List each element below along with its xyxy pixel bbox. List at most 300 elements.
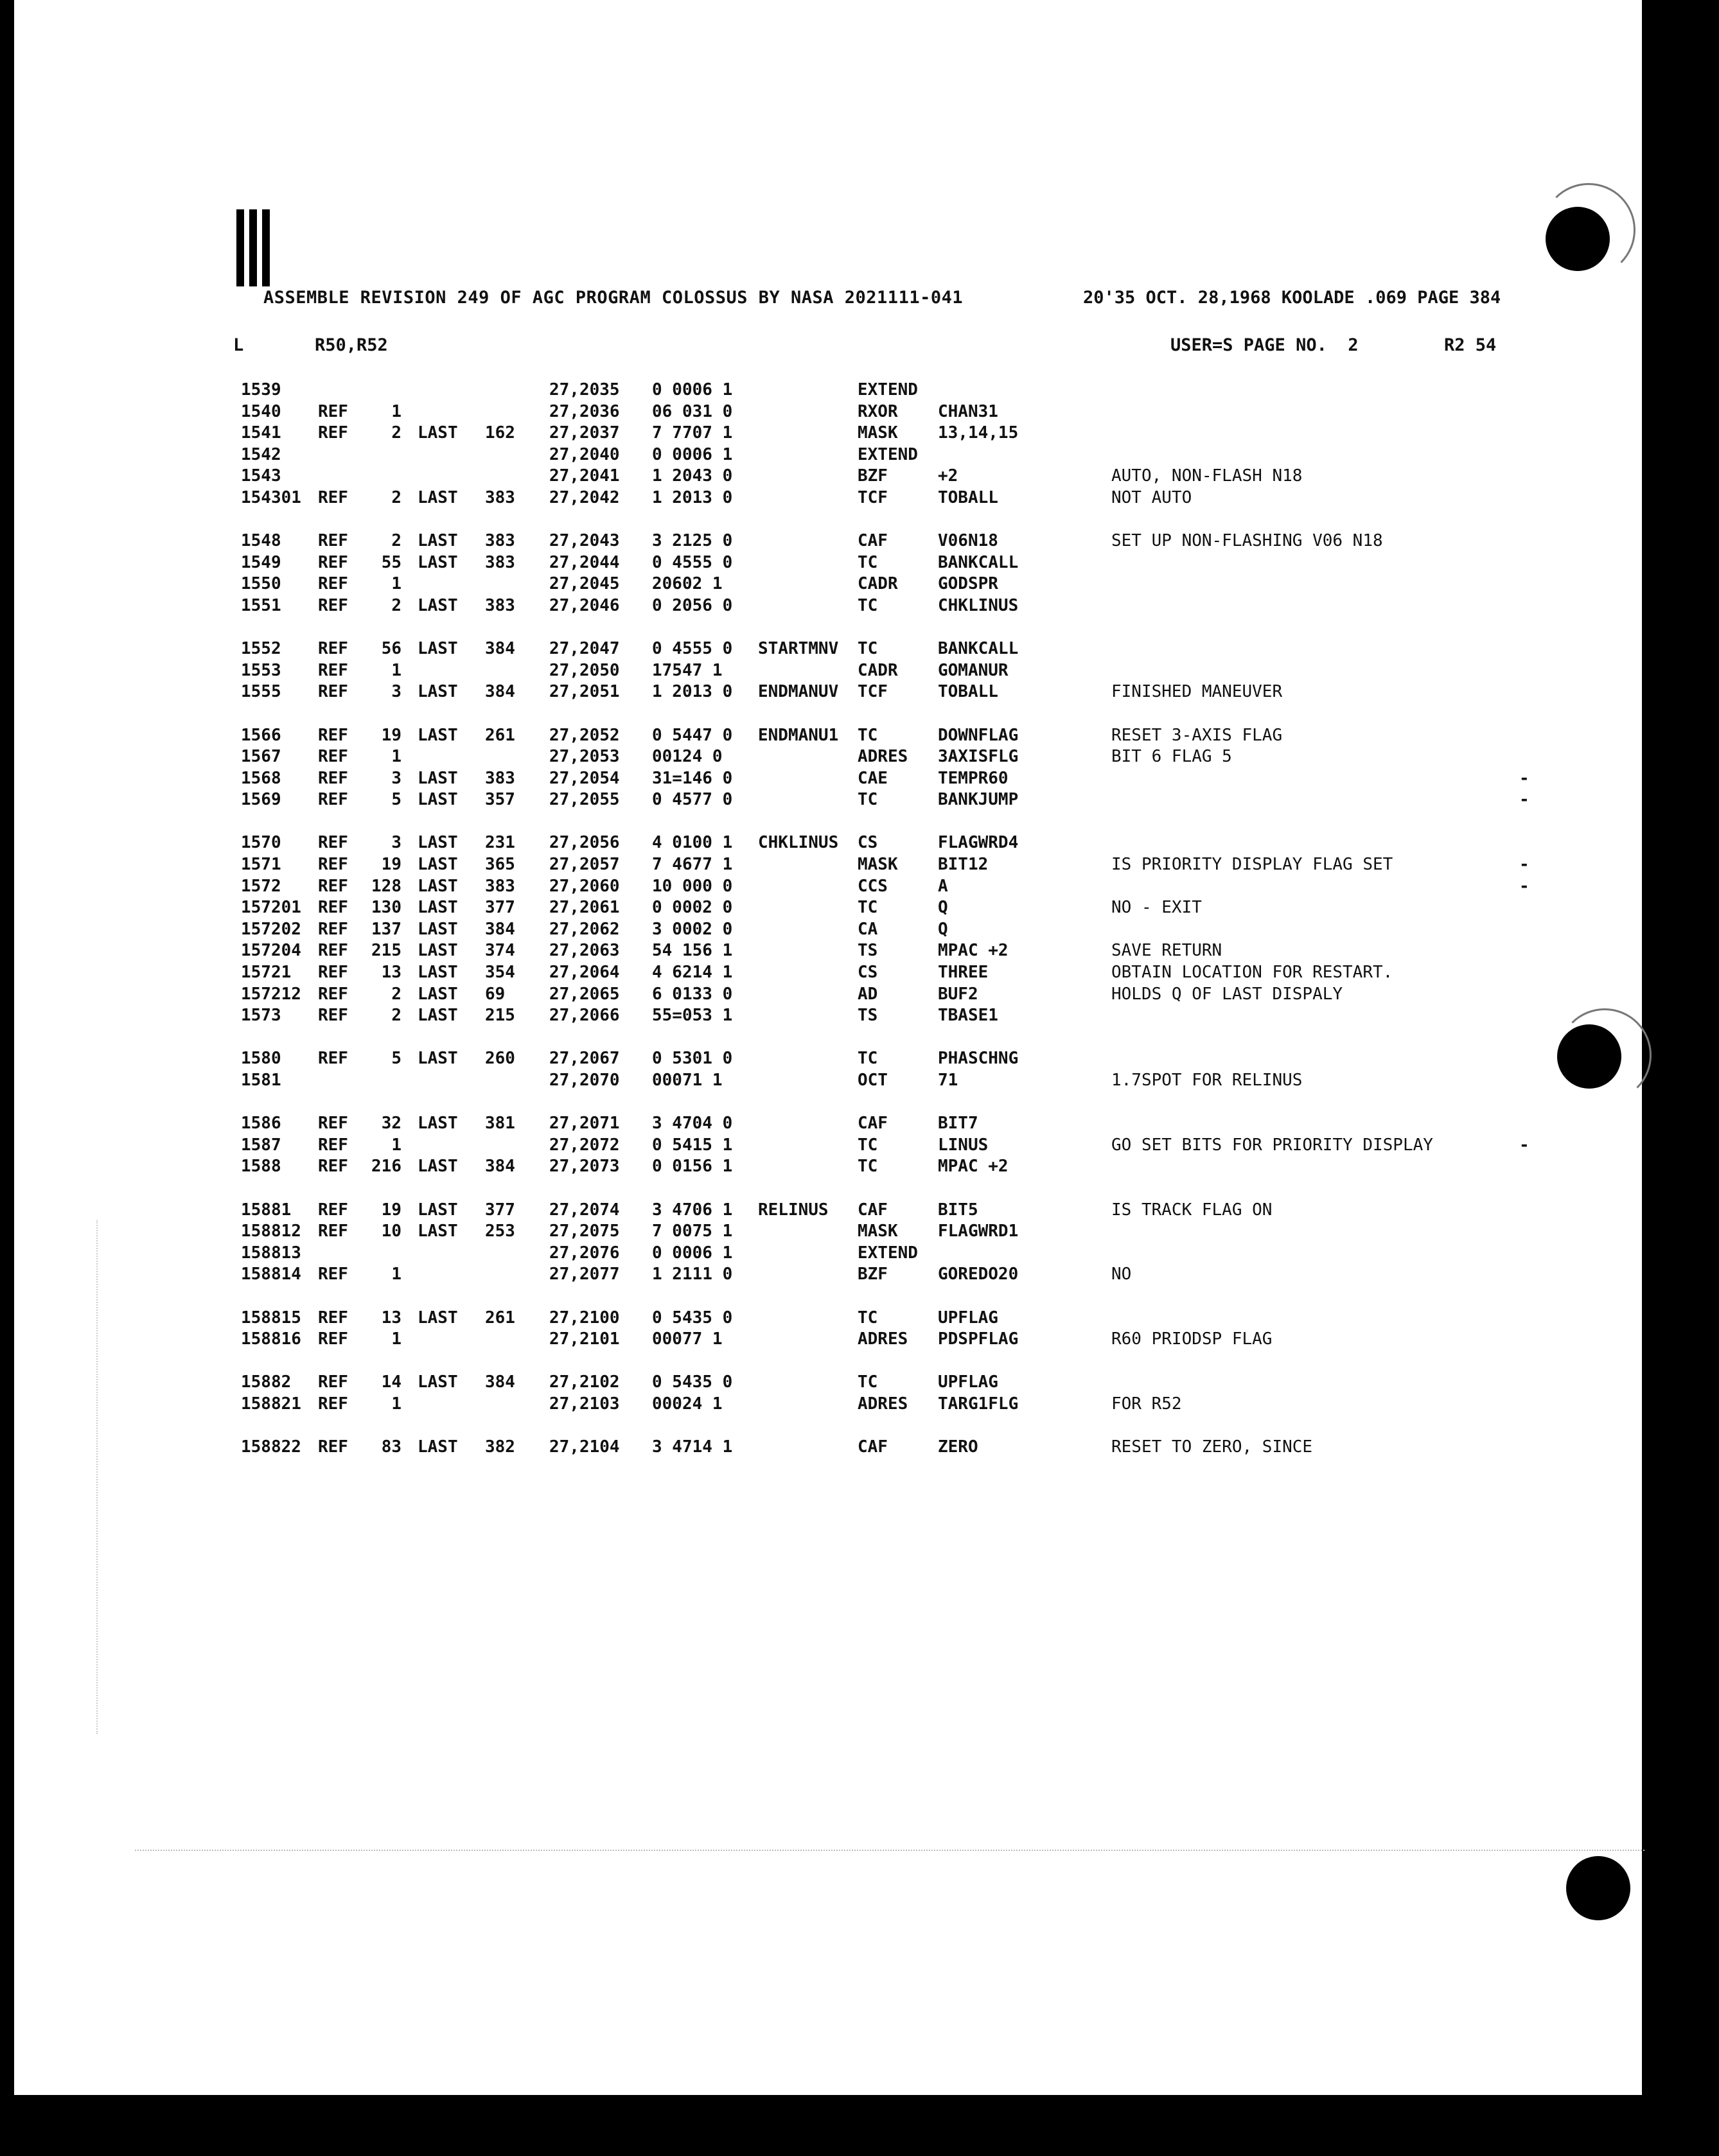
ref-marker: REF xyxy=(318,423,348,443)
ref-marker: REF xyxy=(318,1372,348,1392)
last-page: 383 xyxy=(485,768,515,788)
last-marker: LAST xyxy=(418,1049,458,1069)
line-number: 158814 xyxy=(241,1265,301,1284)
last-page: 382 xyxy=(485,1437,515,1457)
octal-code: 0 5301 0 xyxy=(652,1049,733,1069)
opcode: TC xyxy=(858,1135,878,1155)
operand: V06N18 xyxy=(938,531,998,551)
opcode: MASK xyxy=(858,855,898,875)
ref-marker: REF xyxy=(318,552,348,572)
section-code: R50,R52 xyxy=(315,335,388,355)
octal-code: 7 7707 1 xyxy=(652,423,733,443)
ref-marker: REF xyxy=(318,747,348,767)
last-page: 253 xyxy=(485,1222,515,1241)
last-page: 383 xyxy=(485,595,515,615)
operand: 3AXISFLG xyxy=(938,747,1019,767)
operand: LINUS xyxy=(938,1135,989,1155)
line-number: 1551 xyxy=(241,595,281,615)
listing-row xyxy=(241,402,1526,424)
punch-hole xyxy=(1546,207,1610,271)
opcode: ADRES xyxy=(858,1329,908,1349)
last-page: 383 xyxy=(485,487,515,507)
last-marker: LAST xyxy=(418,1437,458,1457)
last-marker: LAST xyxy=(418,941,458,961)
ref-count: 137 xyxy=(371,919,401,939)
registration-bars xyxy=(236,209,275,286)
ref-marker: REF xyxy=(318,1157,348,1177)
punch-hole xyxy=(1557,1024,1621,1089)
comment: AUTO, NON-FLASH N18 xyxy=(1111,466,1303,486)
last-marker: LAST xyxy=(418,423,458,443)
address: 27,2044 xyxy=(549,552,620,572)
ref-marker: REF xyxy=(318,898,348,918)
address: 27,2047 xyxy=(549,639,620,659)
comment: IS PRIORITY DISPLAY FLAG SET xyxy=(1111,855,1393,875)
line-number: 1543 xyxy=(241,466,281,486)
operand: BANKCALL xyxy=(938,639,1019,659)
octal-code: 0 4555 0 xyxy=(652,639,733,659)
margin-dash: - xyxy=(1519,790,1529,810)
opcode: TCF xyxy=(858,487,888,507)
ref-count: 56 xyxy=(381,639,401,659)
address: 27,2037 xyxy=(549,423,620,443)
last-marker: LAST xyxy=(418,919,458,939)
line-number: 1550 xyxy=(241,574,281,594)
ref-count: 1 xyxy=(391,1329,401,1349)
octal-code: 3 4714 1 xyxy=(652,1437,733,1457)
operand: Q xyxy=(938,919,948,939)
address: 27,2062 xyxy=(549,919,620,939)
symbol-label: ENDMANUV xyxy=(758,682,839,702)
opcode: OCT xyxy=(858,1071,888,1090)
ref-count: 1 xyxy=(391,1394,401,1414)
operand: Q xyxy=(938,898,948,918)
page-number: 384 xyxy=(1469,288,1501,308)
ref-marker: REF xyxy=(318,401,348,421)
line-number: 1570 xyxy=(241,833,281,853)
line-number: 1555 xyxy=(241,682,281,702)
last-page: 381 xyxy=(485,1114,515,1134)
octal-code: 54 156 1 xyxy=(652,941,733,961)
last-marker: LAST xyxy=(418,898,458,918)
address: 27,2035 xyxy=(549,380,620,399)
octal-code: 7 4677 1 xyxy=(652,855,733,875)
line-number: 158822 xyxy=(241,1437,301,1457)
opcode: CCS xyxy=(858,876,888,896)
ref-marker: REF xyxy=(318,833,348,853)
ref-count: 13 xyxy=(381,963,401,983)
last-page: 261 xyxy=(485,1308,515,1328)
octal-code: 0 2056 0 xyxy=(652,595,733,615)
line-number: 1542 xyxy=(241,444,281,464)
operand: THREE xyxy=(938,963,989,983)
last-marker: LAST xyxy=(418,1200,458,1220)
ref-count: 5 xyxy=(391,1049,401,1069)
comment: IS TRACK FLAG ON xyxy=(1111,1200,1273,1220)
opcode: TC xyxy=(858,1372,878,1392)
listing-row xyxy=(241,1329,1526,1351)
ref-count: 1 xyxy=(391,1135,401,1155)
opcode: TC xyxy=(858,1157,878,1177)
last-page: 377 xyxy=(485,898,515,918)
last-page: 354 xyxy=(485,963,515,983)
last-marker: LAST xyxy=(418,855,458,875)
comment: SAVE RETURN xyxy=(1111,941,1222,961)
opcode: CAE xyxy=(858,768,888,788)
ref-marker: REF xyxy=(318,1135,348,1155)
opcode: TC xyxy=(858,639,878,659)
opcode: BZF xyxy=(858,466,888,486)
perforation-line xyxy=(96,1220,98,1734)
opcode: TC xyxy=(858,1049,878,1069)
octal-code: 3 4704 0 xyxy=(652,1114,733,1134)
last-marker: LAST xyxy=(418,639,458,659)
perforation-line xyxy=(135,1850,1644,1851)
octal-code: 17547 1 xyxy=(652,660,723,680)
last-marker: LAST xyxy=(418,1372,458,1392)
last-page: 383 xyxy=(485,876,515,896)
assembly-listing xyxy=(241,380,1529,1459)
ref-marker: REF xyxy=(318,1394,348,1414)
ref-marker: REF xyxy=(318,984,348,1004)
octal-code: 20602 1 xyxy=(652,574,723,594)
opcode: ADRES xyxy=(858,1394,908,1414)
operand: UPFLAG xyxy=(938,1308,998,1328)
listing-row xyxy=(241,963,1526,985)
opcode: EXTEND xyxy=(858,380,918,399)
octal-code: 06 031 0 xyxy=(652,401,733,421)
line-number: 1588 xyxy=(241,1157,281,1177)
operand: TOBALL xyxy=(938,487,998,507)
opcode: CADR xyxy=(858,660,898,680)
left-marker: L xyxy=(233,335,244,355)
ref-count: 83 xyxy=(381,1437,401,1457)
listing-row xyxy=(241,682,1526,704)
ref-count: 19 xyxy=(381,855,401,875)
operand: MPAC +2 xyxy=(938,1157,1009,1177)
operand: PHASCHNG xyxy=(938,1049,1019,1069)
listing-row xyxy=(241,941,1526,963)
listing-row xyxy=(241,985,1526,1006)
octal-code: 1 2111 0 xyxy=(652,1265,733,1284)
opcode: CS xyxy=(858,963,878,983)
octal-code: 00124 0 xyxy=(652,747,723,767)
last-page: 383 xyxy=(485,531,515,551)
ref-marker: REF xyxy=(318,639,348,659)
last-page: 260 xyxy=(485,1049,515,1069)
listing-row xyxy=(241,1222,1526,1243)
last-page: 377 xyxy=(485,1200,515,1220)
ref-marker: REF xyxy=(318,855,348,875)
line-number: 1573 xyxy=(241,1006,281,1026)
last-page: 261 xyxy=(485,725,515,745)
listing-row xyxy=(241,1372,1526,1394)
scan-edge-right xyxy=(1642,0,1719,2156)
line-number: 158816 xyxy=(241,1329,301,1349)
listing-meta xyxy=(1083,288,1501,308)
last-marker: LAST xyxy=(418,768,458,788)
opcode: TS xyxy=(858,941,878,961)
operand: +2 xyxy=(938,466,958,486)
ref-marker: REF xyxy=(318,660,348,680)
line-number: 1586 xyxy=(241,1114,281,1134)
ref-marker: REF xyxy=(318,1437,348,1457)
address: 27,2042 xyxy=(549,487,620,507)
last-page: 365 xyxy=(485,855,515,875)
line-number: 15721 xyxy=(241,963,292,983)
line-number: 158813 xyxy=(241,1243,301,1263)
ref-marker: REF xyxy=(318,725,348,745)
octal-code: 00077 1 xyxy=(652,1329,723,1349)
line-number: 157202 xyxy=(241,919,301,939)
line-number: 157212 xyxy=(241,984,301,1004)
listing-row xyxy=(241,531,1526,553)
last-marker: LAST xyxy=(418,1157,458,1177)
ref-count: 14 xyxy=(381,1372,401,1392)
symbol-label: CHKLINUS xyxy=(758,833,839,853)
operand: TARG1FLG xyxy=(938,1394,1019,1414)
ref-marker: REF xyxy=(318,941,348,961)
last-page: 384 xyxy=(485,682,515,702)
last-marker: LAST xyxy=(418,984,458,1004)
page-label: PAGE xyxy=(1417,288,1459,308)
ref-marker: REF xyxy=(318,1200,348,1220)
last-page: 231 xyxy=(485,833,515,853)
octal-code: 6 0133 0 xyxy=(652,984,733,1004)
comment: NOT AUTO xyxy=(1111,487,1192,507)
last-page: 215 xyxy=(485,1006,515,1026)
address: 27,2046 xyxy=(549,595,620,615)
comment: NO - EXIT xyxy=(1111,898,1202,918)
address: 27,2063 xyxy=(549,941,620,961)
operand: CHAN31 xyxy=(938,401,998,421)
ref-count: 1 xyxy=(391,401,401,421)
comment: GO SET BITS FOR PRIORITY DISPLAY xyxy=(1111,1135,1433,1155)
listing-row xyxy=(241,726,1526,748)
margin-dash: - xyxy=(1519,876,1529,896)
user-page-number: 2 xyxy=(1348,335,1359,355)
ref-count: 1 xyxy=(391,1265,401,1284)
last-page: 357 xyxy=(485,790,515,810)
ref-marker: REF xyxy=(318,1308,348,1328)
listing-row xyxy=(241,466,1526,488)
line-number: 1539 xyxy=(241,380,281,399)
line-number: 1567 xyxy=(241,747,281,767)
line-number: 1541 xyxy=(241,423,281,443)
scan-edge-bottom xyxy=(0,2095,1719,2156)
comment: BIT 6 FLAG 5 xyxy=(1111,747,1232,767)
opcode: TC xyxy=(858,898,878,918)
line-number: 1566 xyxy=(241,725,281,745)
ref-count: 19 xyxy=(381,725,401,745)
opcode: BZF xyxy=(858,1265,888,1284)
opcode: MASK xyxy=(858,1222,898,1241)
ref-count: 10 xyxy=(381,1222,401,1241)
address: 27,2060 xyxy=(549,876,620,896)
operand: 13,14,15 xyxy=(938,423,1019,443)
comment: NO xyxy=(1111,1265,1132,1284)
line-number: 15881 xyxy=(241,1200,292,1220)
listing-row xyxy=(241,876,1529,898)
listing-row xyxy=(241,1114,1526,1135)
listing-row xyxy=(241,1049,1526,1071)
symbol-label: STARTMNV xyxy=(758,639,839,659)
listing-row xyxy=(241,574,1526,596)
ref-count: 216 xyxy=(371,1157,401,1177)
octal-code: 31=146 0 xyxy=(652,768,733,788)
comment: RESET TO ZERO, SINCE xyxy=(1111,1437,1313,1457)
octal-code: 0 0156 1 xyxy=(652,1157,733,1177)
listing-row xyxy=(241,1308,1526,1330)
address: 27,2065 xyxy=(549,984,620,1004)
listing-row xyxy=(241,639,1526,661)
ref-marker: REF xyxy=(318,1329,348,1349)
operand: FLAGWRD1 xyxy=(938,1222,1019,1241)
operand: MPAC +2 xyxy=(938,941,1009,961)
line-number: 1548 xyxy=(241,531,281,551)
octal-code: 0 5435 0 xyxy=(652,1372,733,1392)
listing-row xyxy=(241,747,1526,769)
opcode: CAF xyxy=(858,1200,888,1220)
timestamp: 20'35 OCT. 28,1968 xyxy=(1083,288,1271,308)
listing-row xyxy=(241,596,1526,618)
ref-count: 1 xyxy=(391,574,401,594)
opcode: TCF xyxy=(858,682,888,702)
ref-count: 215 xyxy=(371,941,401,961)
last-marker: LAST xyxy=(418,682,458,702)
listing-row xyxy=(241,423,1526,445)
ref-count: 3 xyxy=(391,768,401,788)
user-page xyxy=(1170,335,1359,355)
address: 27,2051 xyxy=(549,682,620,702)
last-page: 384 xyxy=(485,1157,515,1177)
line-number: 1540 xyxy=(241,401,281,421)
operand: BIT5 xyxy=(938,1200,978,1220)
octal-code: 0 5435 0 xyxy=(652,1308,733,1328)
opcode: TC xyxy=(858,552,878,572)
listing-row xyxy=(241,553,1526,575)
ref-marker: REF xyxy=(318,1049,348,1069)
listing-row xyxy=(241,1071,1526,1092)
address: 27,2072 xyxy=(549,1135,620,1155)
operand: DOWNFLAG xyxy=(938,725,1019,745)
ref-marker: REF xyxy=(318,682,348,702)
ref-marker: REF xyxy=(318,1006,348,1026)
operand: CHKLINUS xyxy=(938,595,1019,615)
line-number: 15882 xyxy=(241,1372,292,1392)
opcode: AD xyxy=(858,984,878,1004)
ref-count: 128 xyxy=(371,876,401,896)
octal-code: 0 0002 0 xyxy=(652,898,733,918)
octal-code: 00024 1 xyxy=(652,1394,723,1414)
octal-code: 4 0100 1 xyxy=(652,833,733,853)
last-marker: LAST xyxy=(418,1308,458,1328)
octal-code: 4 6214 1 xyxy=(652,963,733,983)
listing-row xyxy=(241,445,1526,467)
address: 27,2070 xyxy=(549,1071,620,1090)
line-number: 1571 xyxy=(241,855,281,875)
line-number: 157204 xyxy=(241,941,301,961)
operand: GODSPR xyxy=(938,574,998,594)
operand: BUF2 xyxy=(938,984,978,1004)
comment: HOLDS Q OF LAST DISPALY xyxy=(1111,984,1343,1004)
opcode: CADR xyxy=(858,574,898,594)
last-page: 69 xyxy=(485,984,506,1004)
octal-code: 0 0006 1 xyxy=(652,380,733,399)
listing-row xyxy=(241,1265,1526,1286)
line-number: 1581 xyxy=(241,1071,281,1090)
ref-marker: REF xyxy=(318,531,348,551)
last-page: 162 xyxy=(485,423,515,443)
operand: FLAGWRD4 xyxy=(938,833,1019,853)
listing-row xyxy=(241,488,1526,510)
last-page: 374 xyxy=(485,941,515,961)
address: 27,2103 xyxy=(549,1394,620,1414)
operand: BIT7 xyxy=(938,1114,978,1134)
octal-code: 0 5415 1 xyxy=(652,1135,733,1155)
margin-dash: - xyxy=(1519,855,1529,875)
listing-row xyxy=(241,1200,1526,1222)
listing-row xyxy=(241,1394,1526,1416)
punch-hole xyxy=(1566,1856,1630,1920)
ref-count: 3 xyxy=(391,682,401,702)
last-marker: LAST xyxy=(418,1114,458,1134)
ref-marker: REF xyxy=(318,1114,348,1134)
ref-marker: REF xyxy=(318,574,348,594)
ref-count: 55 xyxy=(381,552,401,572)
opcode: CAF xyxy=(858,1437,888,1457)
operand: BIT12 xyxy=(938,855,989,875)
octal-code: 1 2013 0 xyxy=(652,682,733,702)
ref-count: 1 xyxy=(391,747,401,767)
address: 27,2052 xyxy=(549,725,620,745)
opcode: CAF xyxy=(858,531,888,551)
line-number: 1549 xyxy=(241,552,281,572)
address: 27,2036 xyxy=(549,401,620,421)
octal-code: 1 2013 0 xyxy=(652,487,733,507)
ref-marker: REF xyxy=(318,595,348,615)
address: 27,2043 xyxy=(549,531,620,551)
address: 27,2101 xyxy=(549,1329,620,1349)
address: 27,2064 xyxy=(549,963,620,983)
ref-count: 2 xyxy=(391,531,401,551)
listing-row xyxy=(241,1006,1526,1028)
opcode: TC xyxy=(858,725,878,745)
line-number: 1553 xyxy=(241,660,281,680)
ref-marker: REF xyxy=(318,963,348,983)
ref-marker: REF xyxy=(318,790,348,810)
octal-code: 10 000 0 xyxy=(652,876,733,896)
ref-marker: REF xyxy=(318,1222,348,1241)
address: 27,2040 xyxy=(549,444,620,464)
listing-row xyxy=(241,855,1529,877)
listing-row xyxy=(241,1243,1526,1265)
ref-count: 2 xyxy=(391,984,401,1004)
listing-row xyxy=(241,898,1526,920)
operand: ZERO xyxy=(938,1437,978,1457)
ref-count: 2 xyxy=(391,595,401,615)
ref-marker: REF xyxy=(318,1265,348,1284)
ref-count: 2 xyxy=(391,423,401,443)
opcode: CS xyxy=(858,833,878,853)
last-marker: LAST xyxy=(418,552,458,572)
line-number: 1552 xyxy=(241,639,281,659)
listing-row xyxy=(241,1157,1526,1179)
ref-count: 130 xyxy=(371,898,401,918)
address: 27,2071 xyxy=(549,1114,620,1134)
line-number: 1572 xyxy=(241,876,281,896)
address: 27,2050 xyxy=(549,660,620,680)
